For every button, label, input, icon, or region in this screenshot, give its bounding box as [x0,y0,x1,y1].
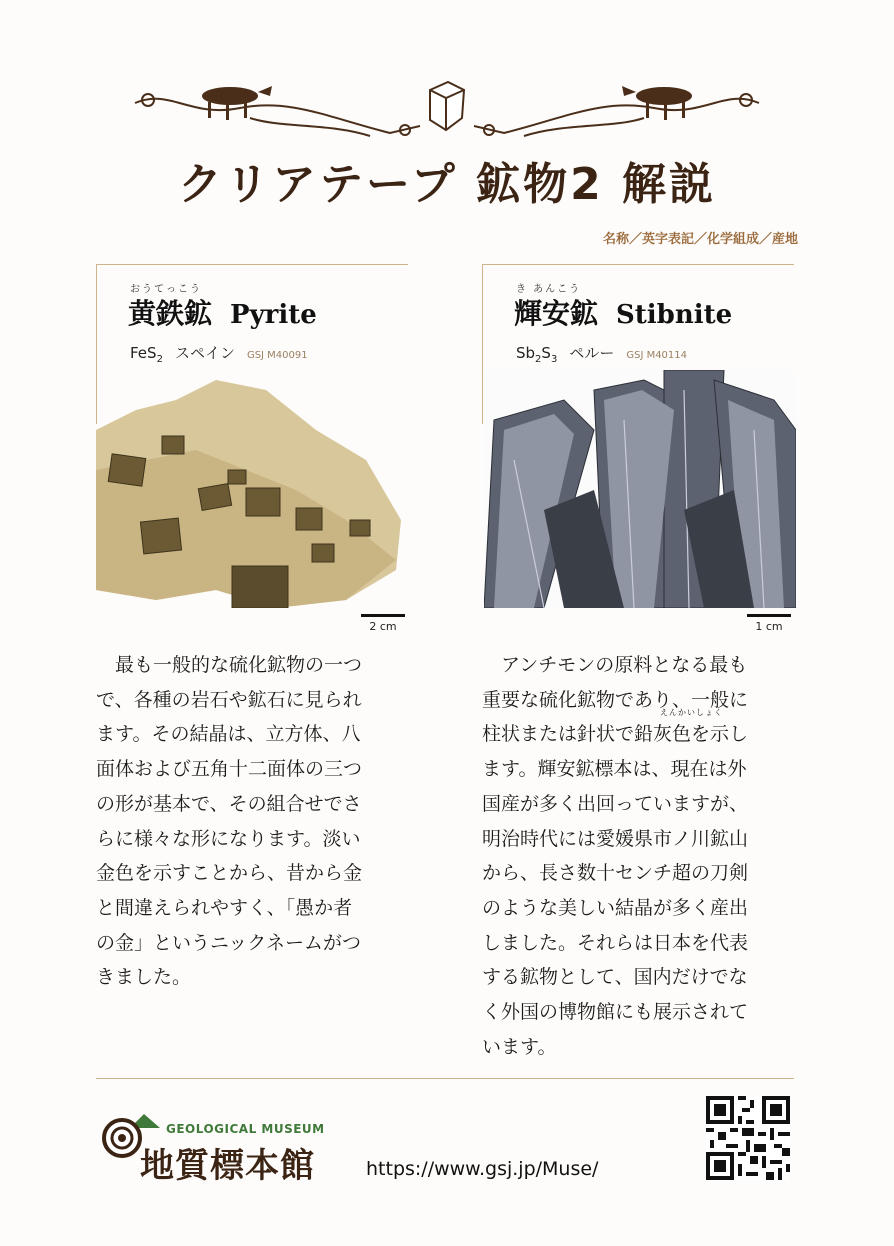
description-line: 最も一般的な硫化鉱物の一つ [96,654,363,676]
specimen-code: GSJ M40091 [246,350,308,361]
mineral-name [514,292,732,332]
formula: FeS$_2$ [130,344,163,365]
inline-ruby: えんかいしょく [660,708,723,718]
description-line: 国産が多く出回っていますが、 [482,792,749,815]
crystal-ornament [430,82,464,130]
trilobite-ornament [202,86,272,120]
scale-label: 2 cm [369,620,397,633]
scale-bar [744,614,794,633]
logo-japanese: 地質標本館 [140,1146,315,1186]
scale-line [361,614,405,617]
description-line: らに様々な形になります。淡い [96,827,361,850]
mineral-card-stibnite [482,264,794,594]
mineral-card-pyrite [96,264,408,594]
mineral-en-name: Stibnite [616,300,733,330]
description-line: えんかいしょく 柱状または針状で鉛灰色を示し [482,708,749,746]
specimen-code: GSJ M40114 [626,350,688,361]
name-ruby: おうてっこう [130,284,202,295]
description-line: います。 [482,1035,557,1058]
description-line: のような美しい結晶が多く産出 [482,896,749,919]
frame-line [482,264,483,424]
mineral-jp-name: 黄鉄鉱 [128,297,213,330]
description-line: 重要な硫化鉱物であり、一般に [482,688,749,711]
frame-line [96,264,408,265]
description-line: と間違えられやすく、「愚か者 [96,896,353,919]
pyrite-specimen-image [96,370,408,608]
stibnite-specimen-image [484,370,796,608]
scale-bar [358,614,408,633]
pyrite-description [96,648,416,995]
stibnite-description [482,648,802,1064]
name-ruby: き あんこう [516,284,582,295]
description-line: 明治時代には愛媛県市ノ川鉱山 [482,827,749,850]
description-line: しました。それらは日本を代表 [482,931,749,954]
description-line: ます。その結晶は、立方体、八 [96,723,361,746]
qr-code-icon[interactable] [706,1096,790,1180]
mineral-formula-line [130,342,308,365]
mineral-jp-name: 輝安鉱 [514,297,599,330]
description-line: する鉱物として、国内だけでな [482,966,748,989]
museum-url[interactable]: https://www.gsj.jp/Muse/ [366,1158,599,1180]
description-line: の形が基本で、その組合せでさ [96,792,362,815]
footer-separator [96,1078,794,1079]
header-ornament [130,78,764,148]
scale-label: 1 cm [755,620,783,633]
description-line: ます。輝安鉱標本は、現在は外 [482,758,747,781]
description-line: 面体および五角十二面体の三つ [96,758,363,781]
locality: スペイン [174,344,235,362]
description-line: く外国の博物館にも展示されて [482,1001,749,1024]
description-line: から、長さ数十センチ超の刀剣 [482,862,749,885]
mineral-formula-line [516,342,687,365]
formula: $Sb_2S_3$ [516,344,558,365]
mineral-en-name: Pyrite [230,300,317,330]
description-line: で、各種の岩石や鉱石に見られ [96,688,362,711]
legend-text: 名称／英字表記／化学組成／産地 [602,232,798,247]
page-title: クリアテープ 鉱物2 解説 [177,159,717,210]
description-line: の金」というニックネームがつ [96,931,362,954]
description-line: きました。 [96,966,192,989]
locality: ペルー [569,344,615,362]
mineral-name [128,292,317,332]
scale-line [747,614,791,617]
frame-line [482,264,794,265]
logo-english: GEOLOGICAL MUSEUM [166,1122,325,1136]
description-line: 金色を示すことから、昔から金 [96,862,363,885]
description-line: アンチモンの原料となる最も [482,654,748,676]
